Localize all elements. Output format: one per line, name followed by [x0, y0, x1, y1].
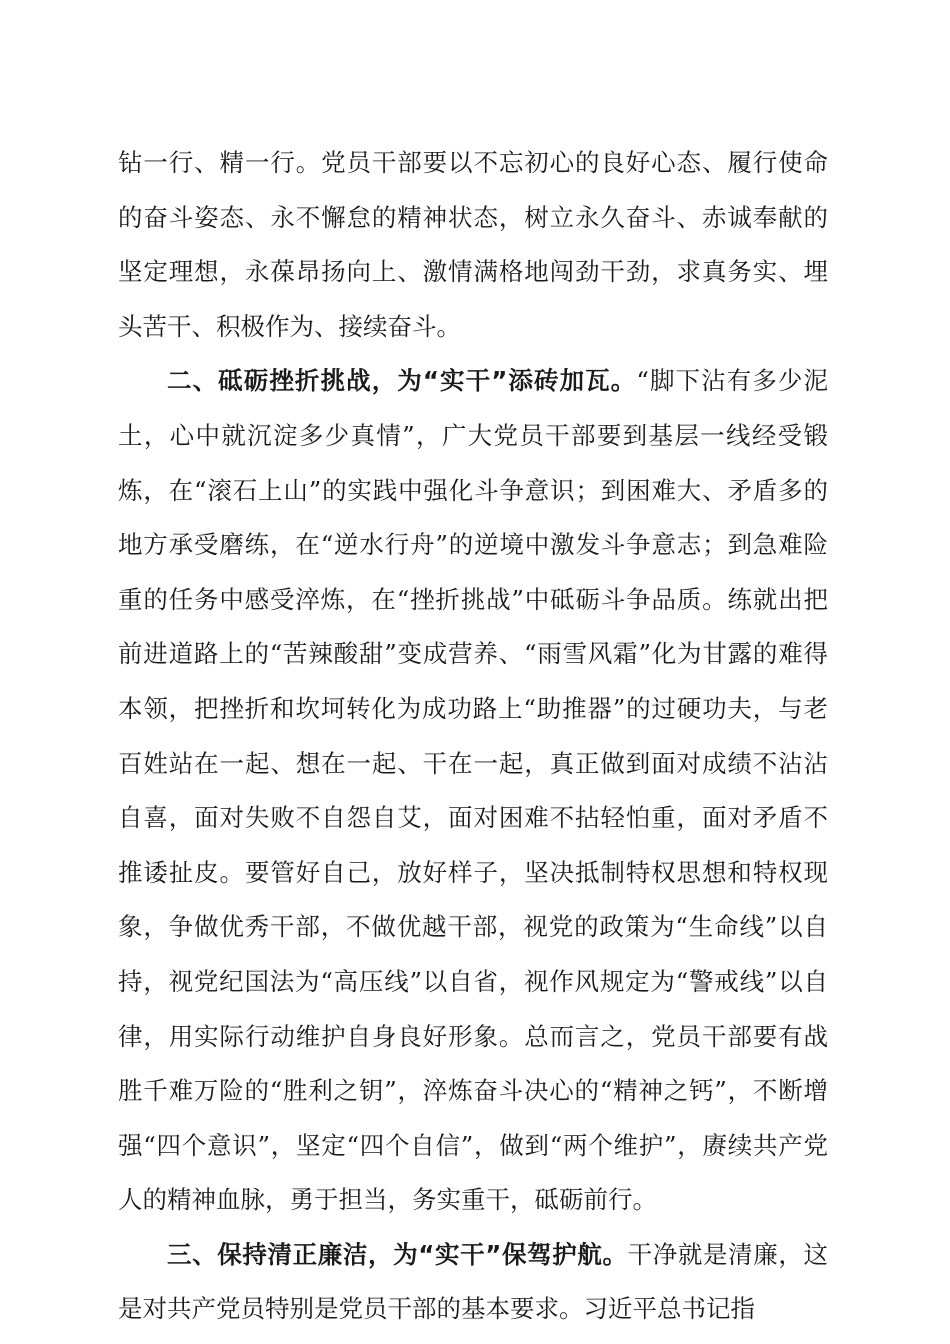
section-heading-three: 三、保持清正廉洁，为“实干”保驾护航。: [167, 1239, 628, 1269]
paragraph-section-three: [118, 1228, 828, 1337]
document-body: [118, 136, 828, 1337]
section-heading-two: 二、砥砺挫折挑战，为“实干”添砖加瓦。: [167, 366, 637, 396]
paragraph-text: 钻一行、精一行。党员干部要以不忘初心的良好心态、履行使命的奋斗姿态、永不懈怠的精神状态，树立永久奋斗、赤诚奉献的坚定理想，永葆昂扬向上、激情满格地闯劲干劲，求真务实、埋头苦干、积极作为、接续奋斗。: [118, 148, 828, 341]
paragraph-section-two: [118, 354, 828, 1228]
paragraph-text: “脚下沾有多少泥土，心中就沉淀多少真情”，广大党员干部要到基层一线经受锻炼，在“滚石上山”的实践中强化斗争意识；到困难大、矛盾多的地方承受磨练，在“逆水行舟”的逆境中激发斗争意志；到急难险重的任务中感受淬炼，在“挫折挑战”中砥砺斗争品质。练就出把前进道路上的“苦辣酸甜”变成营养、“雨雪风霜”化为甘露的难得本领，把挫折和坎坷转化为成功路上“助推器”的过硬功夫，与老百姓站在一起、想在一起、干在一起，真正做到面对成绩不沾沾自喜，面对失败不自怨自艾，面对困难不拈轻怕重，面对矛盾不推诿扯皮。要管好自己，放好样子，坚决抵制特权思想和特权现象，争做优秀干部，不做优越干部，视党的政策为“生命线”以自持，视党纪国法为“高压线”以自省，视作风规定为“警戒线”以自律，用实际行动维护自身良好形象。总而言之，党员干部要有战胜千难万险的“胜利之钥”，淬炼奋斗决心的“精神之钙”，不断增强“四个意识”，坚定“四个自信”，做到“两个维护”，赓续共产党人的精神血脉，勇于担当，务实重干，砥砺前行。: [118, 366, 828, 1215]
paragraph-text: 干净就是清廉，这是对共产党员特别是党员干部的基本要求。习近平总书记指: [118, 1239, 829, 1324]
paragraph-continued: [118, 136, 828, 354]
